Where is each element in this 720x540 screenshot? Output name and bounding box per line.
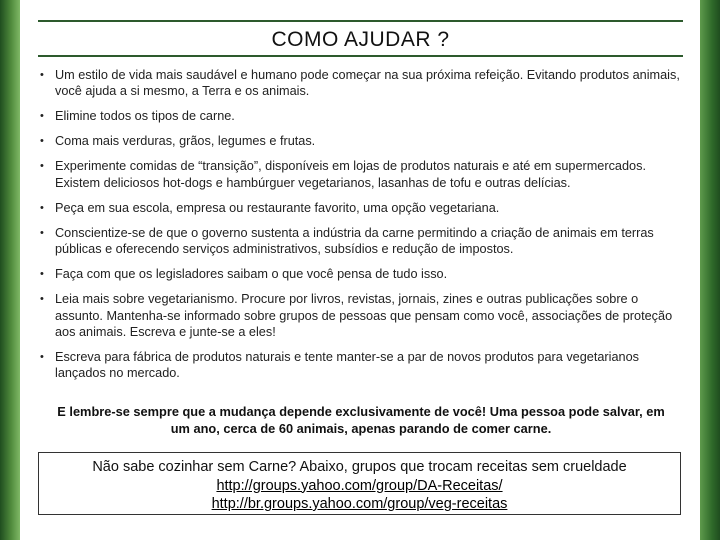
list-item xyxy=(40,291,682,340)
recipes-link-veg-receitas[interactable]: http://br.groups.yahoo.com/group/veg-receitas xyxy=(211,496,508,512)
list-item-text: Peça em sua escola, empresa ou restaurante favorito, uma opção vegetariana. xyxy=(55,200,500,215)
bullet-icon: • xyxy=(40,110,44,123)
left-decorative-bar xyxy=(0,0,20,540)
closing-note: E lembre-se sempre que a mudança depende exclusivamente de você! Uma pessoa pode salvar, em um ano, cerca de 60 animais, apenas parando de comer carne. xyxy=(57,404,665,436)
list-item xyxy=(40,349,682,382)
list-item xyxy=(40,67,682,100)
bullet-icon: • xyxy=(40,351,44,364)
list-item-text: Um estilo de vida mais saudável e humano pode começar na sua próxima refeição. Evitando produtos animais, você ajuda a si mesmo, a Terra e os animais. xyxy=(55,68,680,99)
bullet-icon: • xyxy=(40,160,44,173)
list-item xyxy=(40,266,682,282)
title-underline-rule xyxy=(38,55,683,57)
top-rule xyxy=(38,20,683,22)
bullet-icon: • xyxy=(40,201,44,214)
list-item-text: Experimente comidas de “transição”, disponíveis em lojas de produtos naturais e até em supermercados. Existem deliciosos hot-dogs e hambúrguer vegetarianos, lasanhas de tofu e outras delícias. xyxy=(55,159,646,190)
bullet-icon: • xyxy=(40,226,44,239)
list-item xyxy=(40,133,682,149)
list-item xyxy=(40,225,682,258)
list-item-text: Escreva para fábrica de produtos naturais e tente manter-se a par de novos produtos para vegetarianos lançados no mercado. xyxy=(55,350,639,381)
recipes-heading: Não sabe cozinhar sem Carne? Abaixo, grupos que trocam receitas sem crueldade xyxy=(92,459,627,475)
list-item xyxy=(40,200,682,216)
list-item-text: Faça com que os legisladores saibam o que você pensa de tudo isso. xyxy=(55,267,448,282)
recipes-box xyxy=(38,452,681,515)
bullet-icon: • xyxy=(40,268,44,281)
list-item xyxy=(40,158,682,191)
page-title: COMO AJUDAR ? xyxy=(271,28,450,51)
recipes-link-da-receitas[interactable]: http://groups.yahoo.com/group/DA-Receitas/ xyxy=(216,477,503,494)
bullet-list xyxy=(40,67,682,390)
right-decorative-bar xyxy=(700,0,720,540)
list-item-text: Coma mais verduras, grãos, legumes e frutas. xyxy=(55,134,316,149)
bullet-icon: • xyxy=(40,69,44,81)
list-item-text: Leia mais sobre vegetarianismo. Procure por livros, revistas, jornais, zines e outras publicações sobre o assunto. Mantenha-se informado sobre grupos de pessoas que pensam como você, associações de proteção aos animais. Escreva e junte-se a eles! xyxy=(55,292,673,340)
bullet-icon: • xyxy=(40,135,44,148)
list-item-text: Conscientize-se de que o governo sustenta a indústria da carne permitindo a criação de animais em terras públicas e oferecendo serviços administrativos, subsídios e redução de impostos. xyxy=(55,225,654,257)
bullet-icon: • xyxy=(40,293,44,306)
list-item xyxy=(40,108,682,124)
list-item-text: Elimine todos os tipos de carne. xyxy=(55,109,235,124)
